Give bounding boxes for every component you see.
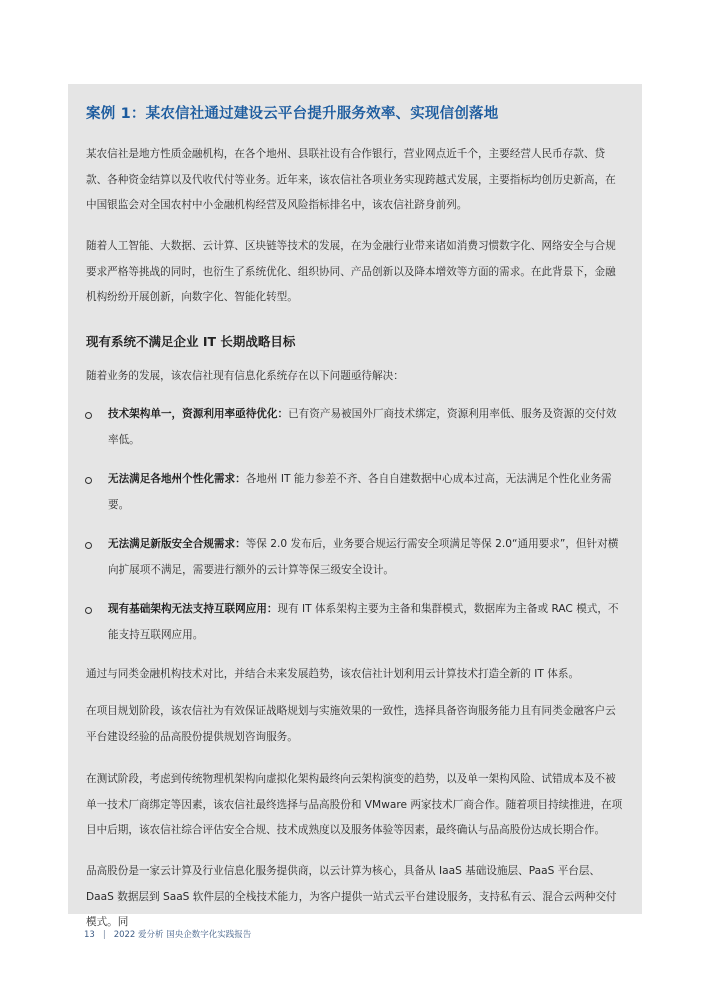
case-study-panel <box>68 84 642 928</box>
paragraph-problems-intro: 随着业务的发展，该农信社现有信息化系统存在以下问题亟待解决： <box>86 370 404 382</box>
bullet-text: 已有资产易被国外厂商技术绑定，资源利用率低、服务及资源的交付效率低。 <box>108 408 617 446</box>
bullet-text: 各地州 IT 能力参差不齐、各自自建数据中心成本过高，无法满足个性化业务需要。 <box>108 473 612 511</box>
list-item <box>86 467 626 518</box>
bullet-title: 无法满足新版安全合规需求： <box>108 538 246 550</box>
paragraph-testing-phase: 在测试阶段，考虑到传统物理机架构向虚拟化架构最终向云架构演变的趋势，以及单一架构风险、试错成本及不被单一技术厂商绑定等因素，该农信社最终选择与品高股份和 VMware 两家技术厂商合作。随着项目持续推进，在项目中后期，该农信社综合评估安全合规、技术成熟度以及服务体验等因素，最终确认与品高股份达成长期合作。 <box>86 773 623 836</box>
case-title: 案例 1：某农信社通过建设云平台提升服务效率、实现信创落地 <box>86 106 499 122</box>
bullet-icon <box>85 542 92 549</box>
bullet-icon <box>85 477 92 484</box>
page-number: 13 <box>84 930 95 940</box>
report-title: 2022 爱分析 国央企数字化实践报告 <box>113 930 252 940</box>
section-heading: 现有系统不满足企业 IT 长期战略目标 <box>86 334 296 349</box>
bullet-title: 无法满足各地州个性化需求： <box>108 473 246 485</box>
paragraph-plan: 通过与同类金融机构技术对比，并结合未来发展趋势，该农信社计划利用云计算技术打造全新的 IT 体系。 <box>86 668 580 680</box>
footer-separator: | <box>102 930 106 940</box>
bullet-title: 现有基础架构无法支持互联网应用： <box>108 603 278 615</box>
bullet-icon <box>85 607 92 614</box>
bullet-icon <box>85 412 92 419</box>
paragraph-intro: 某农信社是地方性质金融机构，在各个地州、县联社设有合作银行，营业网点近千个，主要经营人民币存款、贷款、各种资金结算以及代收代付等业务。近年来，该农信社各项业务实现跨越式发展，主要指标均创历史新高，在中国银监会对全国农村中小金融机构经营及风险指标排名中，该农信社跻身前列。 <box>86 148 616 211</box>
page-footer <box>84 928 251 940</box>
bullet-title: 技术架构单一，资源利用率亟待优化： <box>108 408 289 420</box>
bullet-text: 现有 IT 体系架构主要为主备和集群模式，数据库为主备或 RAC 模式，不能支持互联网应用。 <box>108 603 619 641</box>
list-item <box>86 532 626 583</box>
paragraph-background: 随着人工智能、大数据、云计算、区块链等技术的发展，在为金融行业带来诸如消费习惯数字化、网络安全与合规要求严格等挑战的同时，也衍生了系统优化、组织协同、产品创新以及降本增效等方面的需求。在此背景下，金融机构纷纷开展创新，向数字化、智能化转型。 <box>86 240 616 303</box>
list-item <box>86 597 626 648</box>
bullet-text: 等保 2.0 发布后，业务要合规运行需安全项满足等保 2.0“通用要求”，但针对横向扩展项不满足，需要进行额外的云计算等保三级安全设计。 <box>108 538 619 576</box>
paragraph-vendor: 品高股份是一家云计算及行业信息化服务提供商，以云计算为核心，具备从 IaaS 基础设施层、PaaS 平台层、DaaS 数据层到 SaaS 软件层的全栈技术能力，为客户提供一站式云平台建设服务，支持私有云、混合云两种交付模式。同 <box>86 865 617 928</box>
paragraph-planning-phase: 在项目规划阶段，该农信社为有效保证战略规划与实施效果的一致性，选择具备咨询服务能力且有同类金融客户云平台建设经验的品高股份提供规划咨询服务。 <box>86 705 616 743</box>
list-item <box>86 402 626 453</box>
